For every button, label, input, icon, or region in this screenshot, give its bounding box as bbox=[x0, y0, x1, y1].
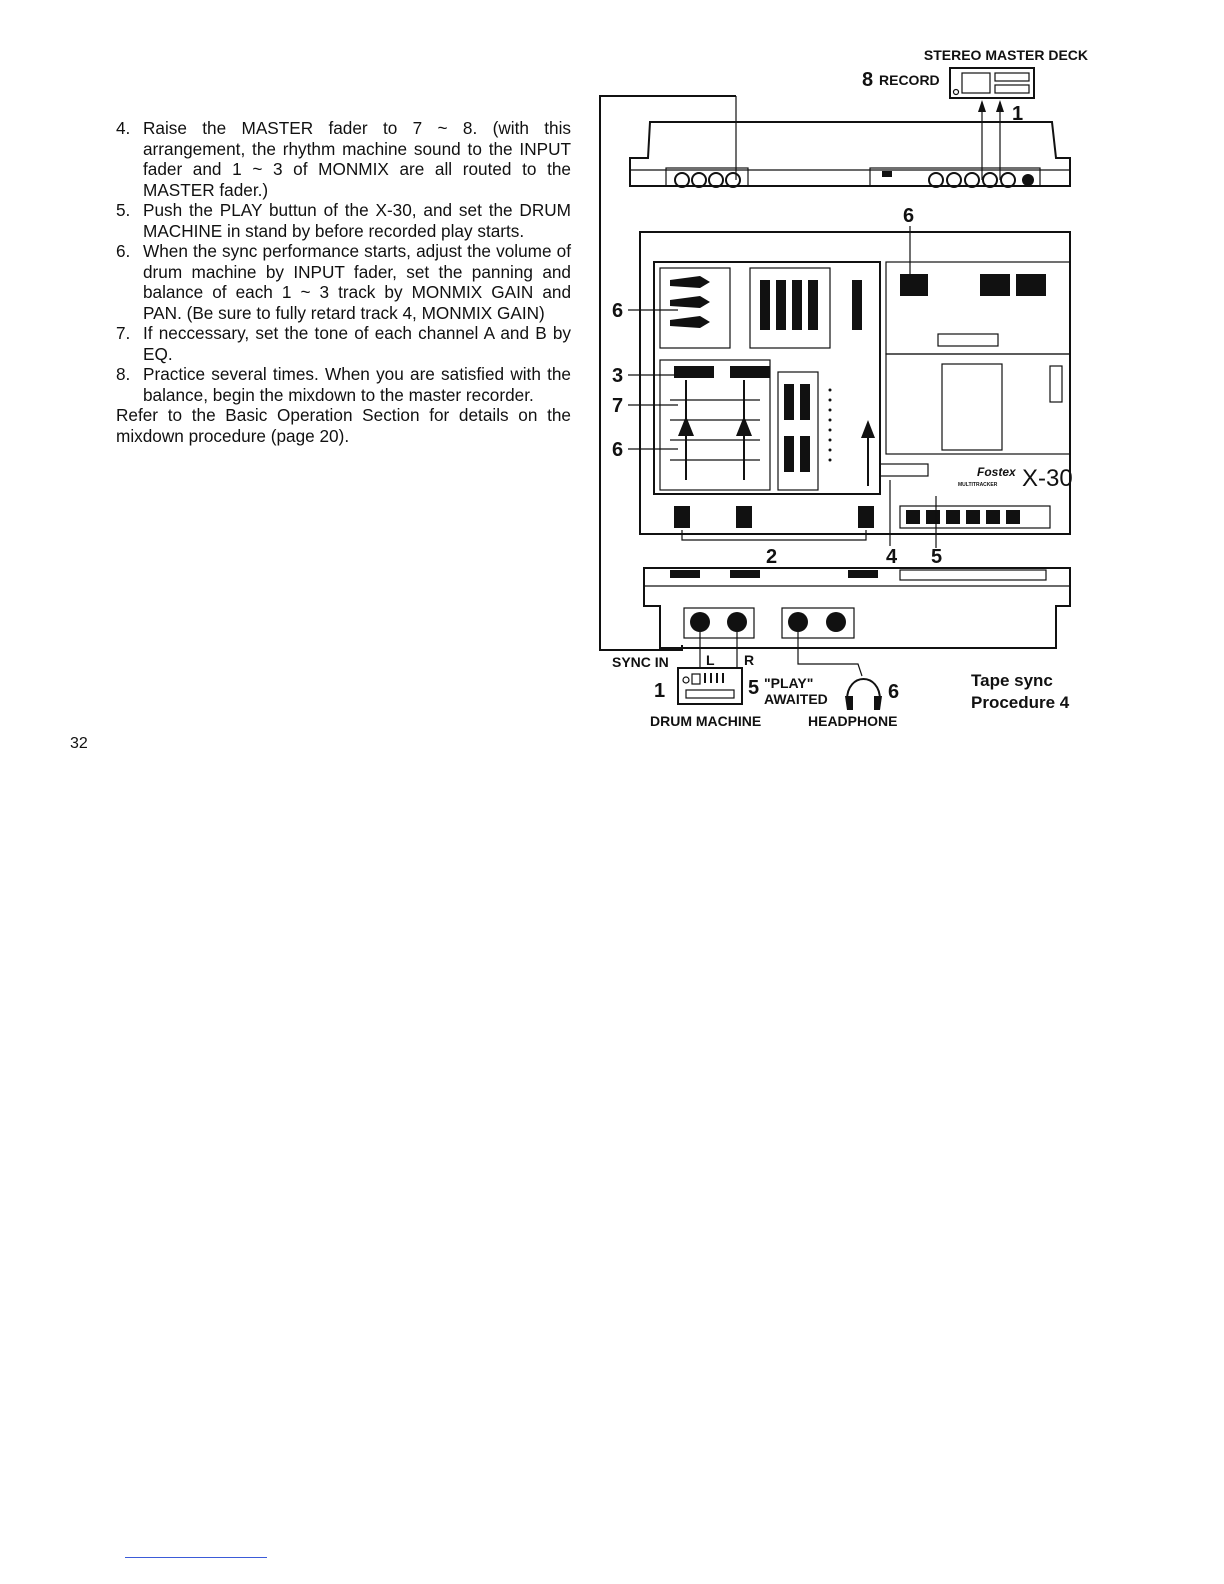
headphone-icon bbox=[845, 679, 882, 710]
step-number: 4. bbox=[116, 118, 131, 138]
step-number: 6. bbox=[116, 241, 131, 261]
awaited-label: AWAITED bbox=[764, 691, 828, 707]
drum-machine-label: DRUM MACHINE bbox=[650, 713, 762, 729]
x30-tape-sync-diagram bbox=[590, 40, 1110, 740]
headphone-label: HEADPHONE bbox=[808, 713, 898, 729]
step-8 bbox=[116, 364, 571, 405]
callout-left-6b: 6 bbox=[612, 439, 624, 461]
right-channel-label: R bbox=[744, 652, 755, 668]
reference-note: Refer to the Basic Operation Section for details on the mixdown procedure (page 20). bbox=[116, 405, 571, 446]
callout-left-3: 3 bbox=[612, 365, 624, 387]
step-number: 8. bbox=[116, 364, 131, 384]
left-channel-label: L bbox=[706, 652, 715, 668]
callout-left-7: 7 bbox=[612, 395, 624, 417]
footer-rule bbox=[125, 1557, 267, 1558]
play-callout-5: 5 bbox=[748, 677, 760, 699]
step-text: Push the PLAY buttun of the X-30, and set the DRUM MACHINE in stand by before recorded play starts. bbox=[143, 200, 571, 241]
brand-logo: Fostex bbox=[977, 465, 1016, 479]
drum-machine-callout-1: 1 bbox=[654, 680, 666, 702]
x30-body bbox=[640, 232, 1073, 548]
step-text: Practice several times. When you are satisfied with the balance, begin the mixdown to the master recorder. bbox=[143, 364, 571, 405]
instruction-list bbox=[116, 118, 571, 446]
stereo-master-deck-icon bbox=[950, 68, 1034, 98]
callout-bottom-2: 2 bbox=[766, 546, 778, 568]
drum-machine-icon bbox=[678, 668, 742, 704]
record-label: RECORD bbox=[879, 72, 940, 88]
callout-top-6: 6 bbox=[903, 205, 915, 227]
caption-line-1: Tape sync bbox=[971, 671, 1053, 690]
sync-in-label: SYNC IN bbox=[612, 654, 669, 670]
rear-panel bbox=[630, 122, 1070, 187]
page-number: 32 bbox=[70, 735, 88, 752]
record-step-number: 8 bbox=[862, 69, 874, 91]
step-number: 7. bbox=[116, 323, 131, 343]
front-panel bbox=[644, 568, 1070, 648]
step-text: When the sync performance starts, adjust the volume of drum machine by INPUT fader, set the panning and balance of each 1 ~ 3 track by MONMIX GAIN and PAN. (Be sure to fully retard track 4, MONMIX GAIN) bbox=[143, 241, 571, 323]
step-4 bbox=[116, 118, 571, 200]
headphone-callout-6: 6 bbox=[888, 681, 900, 703]
model-name: X-30 bbox=[1022, 465, 1073, 492]
step-7 bbox=[116, 323, 571, 364]
callout-bottom-5: 5 bbox=[931, 546, 943, 568]
brand-subtitle: MULTITRACKER bbox=[958, 482, 998, 488]
callout-left-6a: 6 bbox=[612, 300, 624, 322]
play-label: "PLAY" bbox=[764, 675, 814, 691]
step-number: 5. bbox=[116, 200, 131, 220]
callout-bottom-4: 4 bbox=[886, 546, 898, 568]
step-text: Raise the MASTER fader to 7 ~ 8. (with this arrangement, the rhythm machine sound to the INPUT fader and 1 ~ 3 of MONMIX are all routed to the MASTER fader.) bbox=[143, 118, 571, 200]
deck-callout-1: 1 bbox=[1012, 103, 1024, 125]
step-text: If neccessary, set the tone of each channel A and B by EQ. bbox=[143, 323, 571, 364]
caption-line-2: Procedure 4 bbox=[971, 693, 1070, 712]
step-5 bbox=[116, 200, 571, 241]
stereo-master-deck-label: STEREO MASTER DECK bbox=[923, 47, 1088, 63]
step-6 bbox=[116, 241, 571, 323]
